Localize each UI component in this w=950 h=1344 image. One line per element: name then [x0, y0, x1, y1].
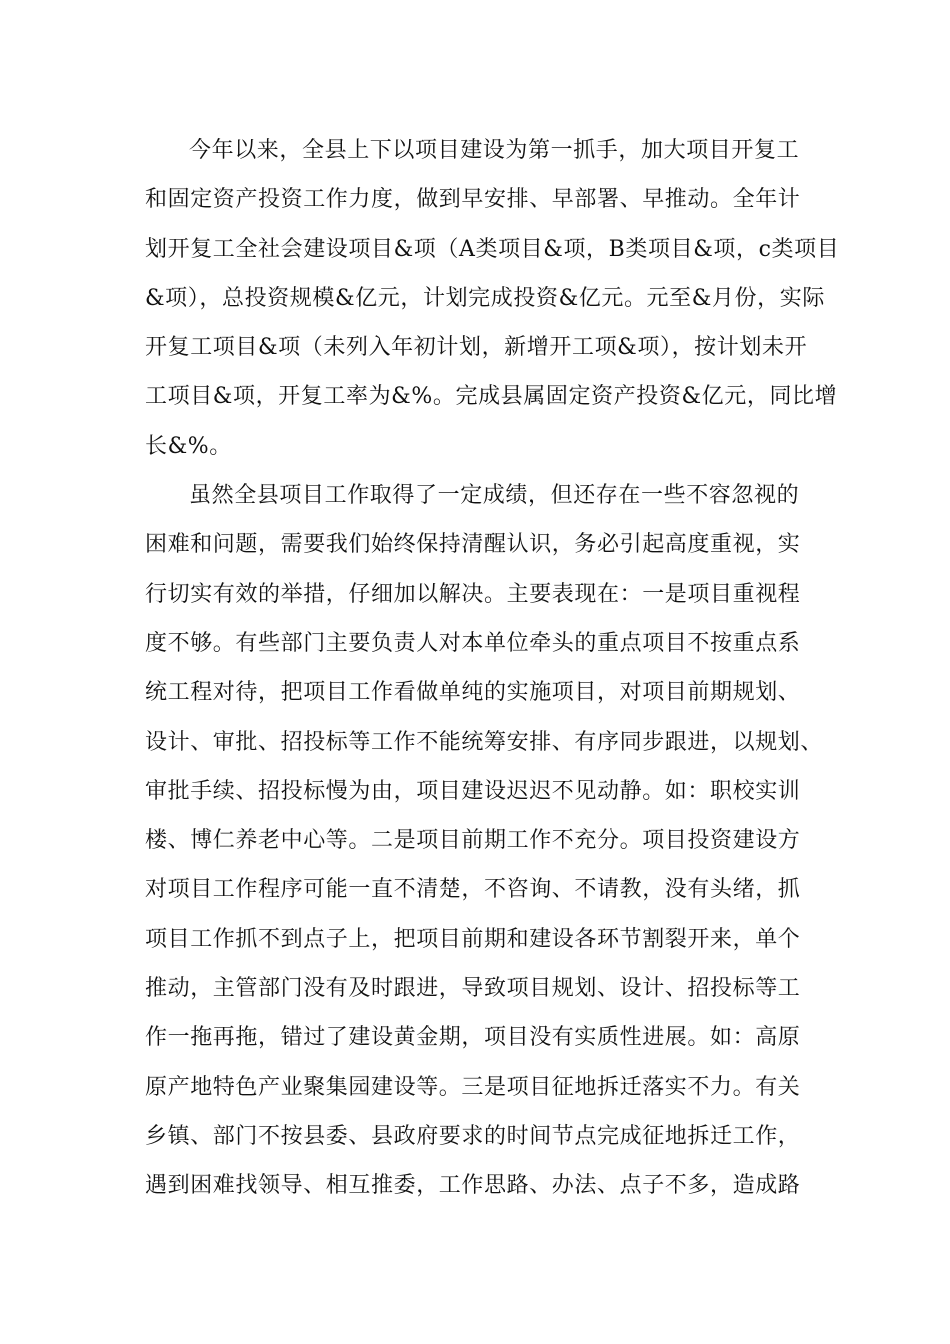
text-line: 今年以来，全县上下以项目建设为第一抓手，加大项目开复工 [189, 138, 800, 163]
text-line: 乡镇、部门不按县委、县政府要求的时间节点完成征地拆迁工作， [145, 1123, 801, 1149]
text-line: 统工程对待，把项目工作看做单纯的实施项目，对项目前期规划、 [145, 680, 801, 706]
text-line: 行切实有效的举措，仔细加以解决。主要表现在：一是项目重视程 [145, 581, 801, 607]
text-line [145, 1211, 825, 1260]
paragraph-problems [145, 471, 825, 1260]
document-body [145, 126, 840, 1260]
text-line: 楼、博仁养老中心等。二是项目前期工作不充分。项目投资建设方 [145, 828, 801, 854]
text-line: 项目工作抓不到点子上，把项目前期和建设各环节割裂开来，单个 [145, 926, 801, 952]
text-line: 对项目工作程序可能一直不清楚，不咨询、不请教，没有头绪，抓 [145, 877, 801, 903]
text-line: 工项目&项，开复工率为&%。完成县属固定资产投资&亿元，同比增 [145, 384, 838, 410]
text-line: 度不够。有些部门主要负责人对本单位牵头的重点项目不按重点系 [145, 630, 801, 656]
paragraph-project-overview [145, 126, 840, 471]
text-line: 审批手续、招投标慢为由，项目建设迟迟不见动静。如：职校实训 [145, 778, 801, 804]
text-line: 开复工项目&项（未列入年初计划，新增开工项&项），按计划未开 [145, 335, 808, 361]
text-line: 虽然全县项目工作取得了一定成绩，但还存在一些不容忽视的 [189, 483, 800, 509]
text-line: 作一拖再拖，错过了建设黄金期，项目没有实质性进展。如：高原 [145, 1025, 801, 1051]
text-line: 和固定资产投资工作力度，做到早安排、早部署、早推动。全年计 [145, 187, 801, 213]
text-line: 原产地特色产业聚集园建设等。三是项目征地拆迁落实不力。有关 [145, 1074, 801, 1100]
text-line: 设计、审批、招投标等工作不能统筹安排、有序同步跟进，以规划、 [145, 729, 824, 755]
text-line: 推动，主管部门没有及时跟进，导致项目规划、设计、招投标等工 [145, 976, 801, 1002]
text-line: 划开复工全社会建设项目&项（A类项目&项，B类项目&项，c类项目 [145, 236, 840, 262]
text-line: &项），总投资规模&亿元，计划完成投资&亿元。元至&月份，实际 [145, 285, 825, 311]
text-line: 遇到困难找领导、相互推委，工作思路、办法、点子不多，造成路 [145, 1173, 801, 1199]
text-line: 困难和问题，需要我们始终保持清醒认识，务必引起高度重视，实 [145, 532, 801, 558]
text-line: 长&%。 [145, 433, 232, 459]
